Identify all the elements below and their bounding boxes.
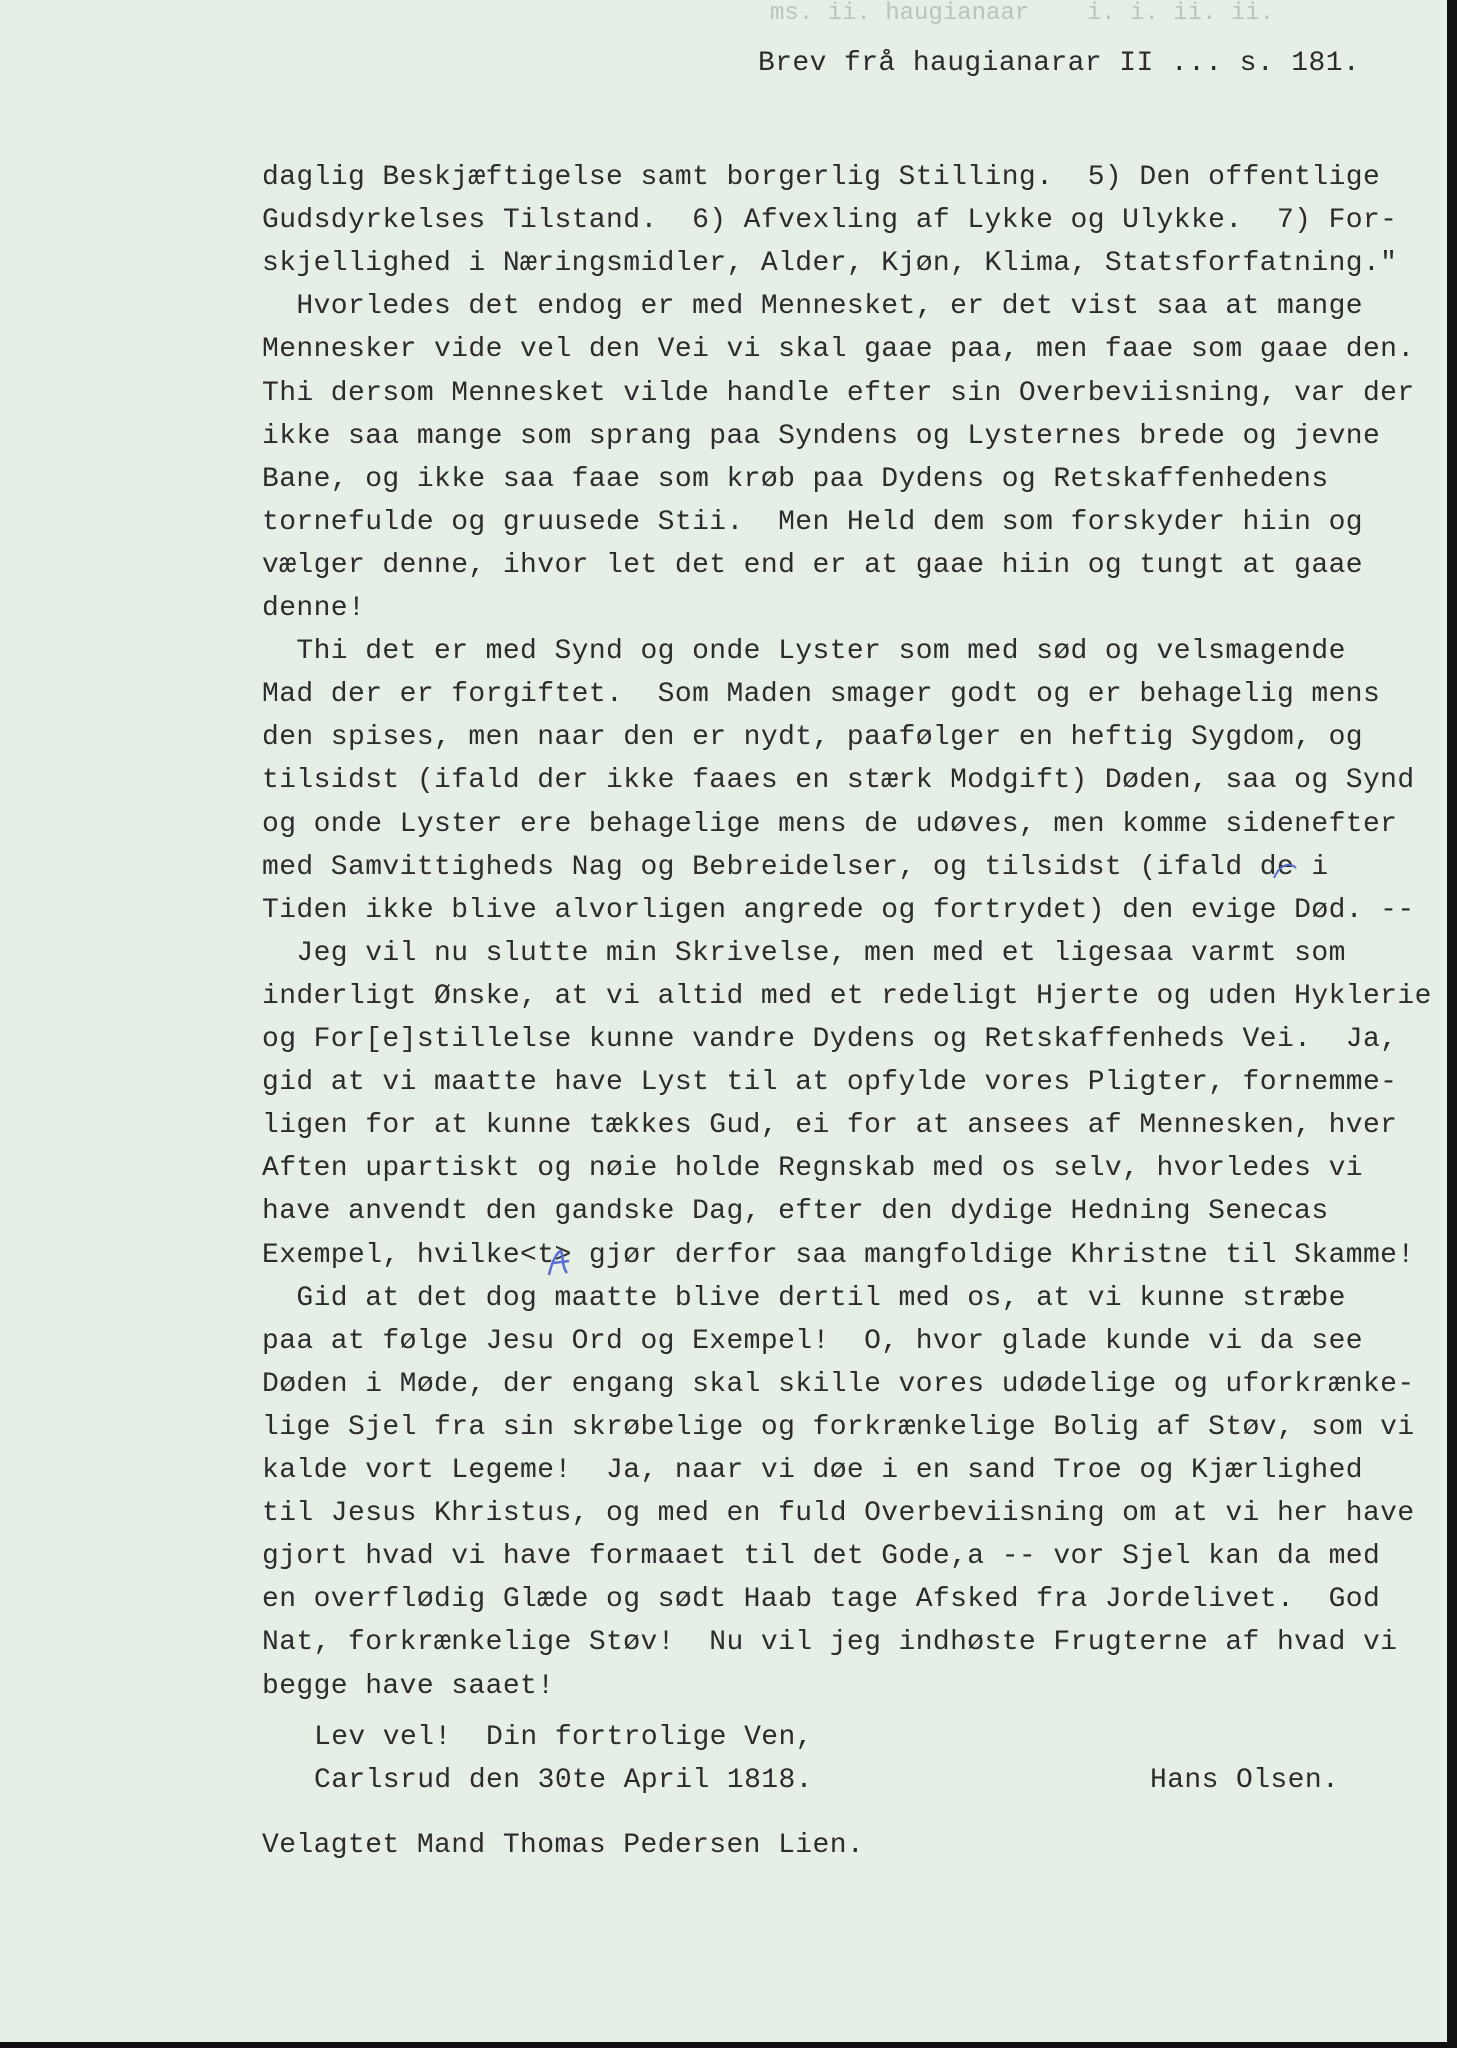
body-line: skjellighed i Næringsmidler, Alder, Kjøn, Klima, Statsforfatning." [262, 248, 1398, 280]
pen-correction-mark [543, 1247, 577, 1283]
closing-signature: Hans Olsen. [1150, 1765, 1340, 1796]
body-line: en overflødig Glæde og sødt Haab tage Afsked fra Jordelivet. God [262, 1584, 1381, 1616]
page-header: Brev frå haugianarar II ... s. 181. [758, 48, 1361, 79]
body-line: vælger denne, ihvor let det end er at gaae hiin og tungt at gaae [262, 549, 1363, 581]
body-line: Mad der er forgiftet. Som Maden smager godt og er behagelig mens [262, 679, 1381, 711]
body-line: og For[e]stillelse kunne vandre Dydens og Retskaffenheds Vei. Ja, [262, 1024, 1398, 1055]
faded-top-text: ms. ii. haugianaar i. i. ii. ii. [770, 0, 1275, 27]
scan-edge-bottom [0, 2042, 1457, 2048]
closing-date: Carlsrud den 30te April 1818. [314, 1765, 813, 1796]
body-line: inderligt Ønske, at vi altid med et redeligt Hjerte og uden Hyklerie [262, 980, 1432, 1012]
body-line: Thi det er med Synd og onde Lyster som med sød og velsmagende [262, 636, 1346, 668]
body-line: Døden i Møde, der engang skal skille vores udødelige og uforkrænke- [262, 1368, 1415, 1400]
body-line: den spises, men naar den er nydt, paafølger en heftig Sygdom, og [262, 722, 1363, 754]
body-line: Aften upartiskt og nøie holde Regnskab med os selv, hvorledes vi [262, 1153, 1363, 1185]
body-line: Gudsdyrkelses Tilstand. 6) Afvexling af Lykke og Ulykke. 7) For- [262, 205, 1398, 237]
body-line: Tiden ikke blive alvorligen angrede og fortrydet) den evige Død. -- [262, 894, 1415, 926]
body-line: Jeg vil nu slutte min Skrivelse, men med et ligesaa varmt som [262, 937, 1346, 969]
body-line: Gid at det dog maatte blive dertil med os, at vi kunne stræbe [262, 1282, 1346, 1314]
scan-edge-right [1447, 0, 1457, 2048]
body-line: Bane, og ikke saa faae som krøb paa Dydens og Retskaffenhedens [262, 463, 1329, 495]
body-line: denne! [262, 593, 366, 624]
body-line: ligen for at kunne tækkes Gud, ei for at ansees af Mennesken, hver [262, 1110, 1398, 1142]
body-line: til Jesus Khristus, og med en fuld Overbeviisning om at vi her have [262, 1498, 1415, 1530]
body-line: paa at følge Jesu Ord og Exempel! O, hvor glade kunde vi da see [262, 1325, 1363, 1357]
closing-farewell: Lev vel! Din fortrolige Ven, [314, 1722, 813, 1753]
body-line: Hvorledes det endog er med Mennesket, er det vist saa at mange [262, 291, 1363, 323]
body-line: daglig Beskjæftigelse samt borgerlig Stilling. 5) Den offentlige [262, 162, 1381, 193]
body-line: tornefulde og gruusede Stii. Men Held dem som forskyder hiin og [262, 506, 1363, 538]
body-line: gjort hvad vi have formaaet til det Gode,a -- vor Sjel kan da med [262, 1541, 1381, 1573]
body-line: tilsidst (ifald der ikke faaes en stærk Modgift) Døden, saa og Synd [262, 765, 1415, 797]
body-line: kalde vort Legeme! Ja, naar vi døe i en sand Troe og Kjærlighed [262, 1455, 1363, 1486]
body-line: have anvendt den gandske Dag, efter den dydige Hedning Senecas [262, 1196, 1329, 1228]
body-line: og onde Lyster ere behagelige mens de udøves, men komme sidenefter [262, 808, 1398, 840]
recipient-address: Velagtet Mand Thomas Pedersen Lien. [262, 1830, 865, 1861]
body-line: gid at vi maatte have Lyst til at opfylde vores Pligter, fornemme- [262, 1067, 1398, 1099]
body-line: ikke saa mange som sprang paa Syndens og Lysternes brede og jevne [262, 420, 1381, 452]
body-line: Thi dersom Mennesket vilde handle efter sin Overbeviisning, var der [262, 377, 1415, 409]
body-line: begge have saaet! [262, 1670, 555, 1702]
pen-correction-mark-2 [1270, 860, 1300, 884]
body-line: lige Sjel fra sin skrøbelige og forkrænkelige Bolig af Støv, som vi [262, 1411, 1415, 1443]
body-line: med Samvittigheds Nag og Bebreidelser, og tilsidst (ifald de i [262, 851, 1329, 883]
body-line: Mennesker vide vel den Vei vi skal gaae paa, men faae som gaae den. [262, 334, 1415, 366]
body-line: Exempel, hvilke<t> gjør derfor saa mangfoldige Khristne til Skamme! [262, 1239, 1415, 1271]
body-line: Nat, forkrænkelige Støv! Nu vil jeg indhøste Frugterne af hvad vi [262, 1627, 1398, 1659]
